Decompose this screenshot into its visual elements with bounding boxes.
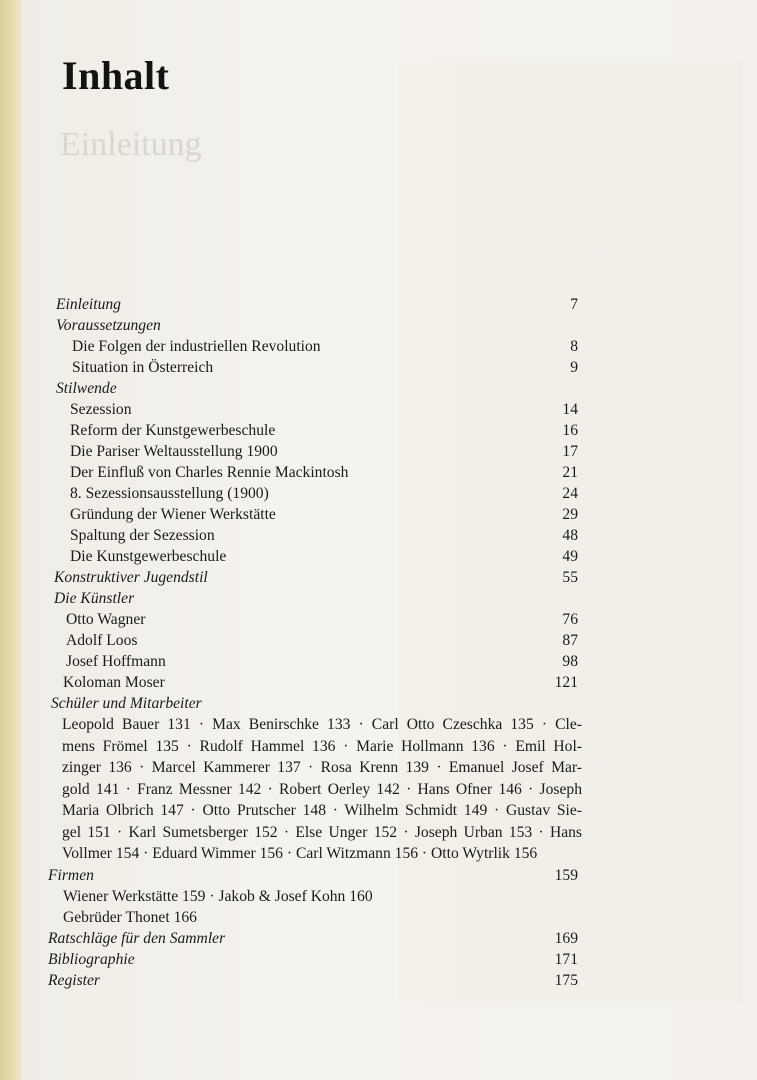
- toc-page-number: 55: [562, 569, 578, 586]
- toc-entry-firmen: [0, 865, 757, 886]
- toc-label: Bibliographie: [48, 950, 135, 968]
- toc-section-schueler: [0, 693, 757, 714]
- toc-label: Die Folgen der industriellen Revolution: [72, 338, 321, 355]
- toc-page-number: 8: [570, 338, 578, 355]
- toc-page-number: 159: [554, 866, 578, 884]
- toc-entry-wagner: [0, 609, 757, 630]
- toc-list-line: zinger 136 · Marcel Kammerer 137 · Rosa Krenn 139 · Emanuel Josef Mar-: [62, 759, 582, 776]
- toc-page-number: 24: [562, 485, 578, 502]
- toc-entry-folgen: [0, 336, 757, 357]
- toc-label: Otto Wagner: [66, 611, 146, 628]
- toc-page-number: 49: [562, 548, 578, 565]
- toc-list-line: Maria Olbrich 147 · Otto Prutscher 148 · Wilhelm Schmidt 149 · Gustav Sie-: [62, 802, 582, 819]
- toc-entry-mackintosh: [0, 462, 757, 483]
- toc-entry-moser: [0, 672, 757, 693]
- toc-label: Die Künstler: [54, 590, 135, 607]
- toc-list-line: gel 151 · Karl Sumetsberger 152 · Else Unger 152 · Joseph Urban 153 · Hans: [62, 823, 582, 841]
- toc-section-voraussetzungen: [0, 315, 757, 336]
- toc-list-line: gold 141 · Franz Messner 142 · Robert Oerley 142 · Hans Ofner 146 · Joseph: [62, 780, 582, 798]
- toc-entry-achte-ausstellung: [0, 483, 757, 504]
- toc-list-line: Leopold Bauer 131 · Max Benirschke 133 · Carl Otto Czeschka 135 · Cle-: [62, 716, 582, 733]
- toc-page-number: 16: [562, 422, 578, 439]
- toc-entry-hoffmann: [0, 651, 757, 672]
- toc-entry-einleitung: [0, 294, 757, 315]
- toc-firmen-line: [0, 886, 757, 907]
- toc-label: Konstruktiver Jugendstil: [54, 569, 208, 586]
- toc-page-number: 17: [562, 443, 578, 460]
- toc-page-number: 76: [562, 611, 578, 628]
- toc-page-number: 98: [562, 653, 578, 670]
- toc-label: Sezession: [70, 401, 132, 418]
- page-title: Inhalt: [62, 53, 170, 98]
- toc-page-number: 121: [554, 674, 578, 691]
- toc-list-line: Vollmer 154 · Eduard Wimmer 156 · Carl Witzmann 156 · Otto Wytrlik 156: [62, 845, 538, 862]
- toc-label: Gründung der Wiener Werkstätte: [70, 506, 276, 523]
- toc-label: Stilwende: [56, 380, 117, 397]
- toc-entry-reform: [0, 420, 757, 441]
- toc-page-number: 48: [562, 527, 578, 544]
- toc-entry-sezession: [0, 399, 757, 420]
- table-of-contents: [0, 294, 757, 991]
- toc-page-number: 29: [562, 506, 578, 523]
- toc-label: 8. Sezessionsausstellung (1900): [70, 485, 269, 502]
- toc-label: Koloman Moser: [63, 674, 165, 691]
- toc-label: Josef Hoffmann: [66, 653, 166, 670]
- toc-entry-loos: [0, 630, 757, 651]
- toc-entry-kunstgewerbeschule: [0, 546, 757, 567]
- toc-label: Situation in Österreich: [72, 359, 214, 376]
- toc-label: Ratschläge für den Sammler: [48, 929, 226, 947]
- toc-label: Gebrüder Thonet 166: [63, 908, 197, 926]
- toc-entry-situation: [0, 357, 757, 378]
- toc-label: Einleitung: [56, 296, 121, 313]
- toc-page-number: 14: [562, 401, 578, 418]
- toc-section-stilwende: [0, 378, 757, 399]
- toc-page-number: 9: [570, 359, 578, 376]
- toc-label: Spaltung der Sezession: [70, 527, 215, 544]
- toc-label: Voraussetzungen: [56, 317, 161, 334]
- toc-firmen-line: [0, 907, 757, 928]
- toc-label: Die Pariser Weltausstellung 1900: [70, 443, 278, 460]
- toc-page-number: 169: [554, 929, 578, 947]
- toc-page-number: 7: [570, 296, 578, 313]
- toc-entry-bibliographie: [0, 949, 757, 970]
- toc-entry-ratschlaege: [0, 928, 757, 949]
- toc-entry-gruendung: [0, 504, 757, 525]
- toc-schueler-list: [0, 714, 582, 865]
- toc-entry-pariser: [0, 441, 757, 462]
- toc-page-number: 87: [562, 632, 578, 649]
- toc-label: Schüler und Mitarbeiter: [51, 695, 202, 712]
- toc-page-number: 175: [554, 971, 578, 989]
- toc-section-kuenstler: [0, 588, 757, 609]
- toc-label: Adolf Loos: [66, 632, 138, 649]
- toc-entry-register: [0, 970, 757, 991]
- toc-label: Die Kunstgewerbeschule: [70, 548, 227, 565]
- toc-label: Der Einfluß von Charles Rennie Mackintosh: [70, 464, 349, 481]
- toc-list-line: mens Frömel 135 · Rudolf Hammel 136 · Marie Hollmann 136 · Emil Hol-: [62, 737, 582, 755]
- toc-label: Reform der Kunstgewerbeschule: [70, 422, 276, 439]
- toc-entry-konstruktiver-jugendstil: [0, 567, 757, 588]
- show-through-heading: Einleitung: [60, 126, 202, 163]
- toc-label: Wiener Werkstätte 159 · Jakob & Josef Kohn 160: [63, 887, 373, 905]
- toc-page-number: 21: [562, 464, 578, 481]
- toc-label: Firmen: [48, 866, 94, 884]
- toc-label: Register: [48, 971, 100, 989]
- toc-page-number: 171: [554, 950, 578, 968]
- toc-entry-spaltung: [0, 525, 757, 546]
